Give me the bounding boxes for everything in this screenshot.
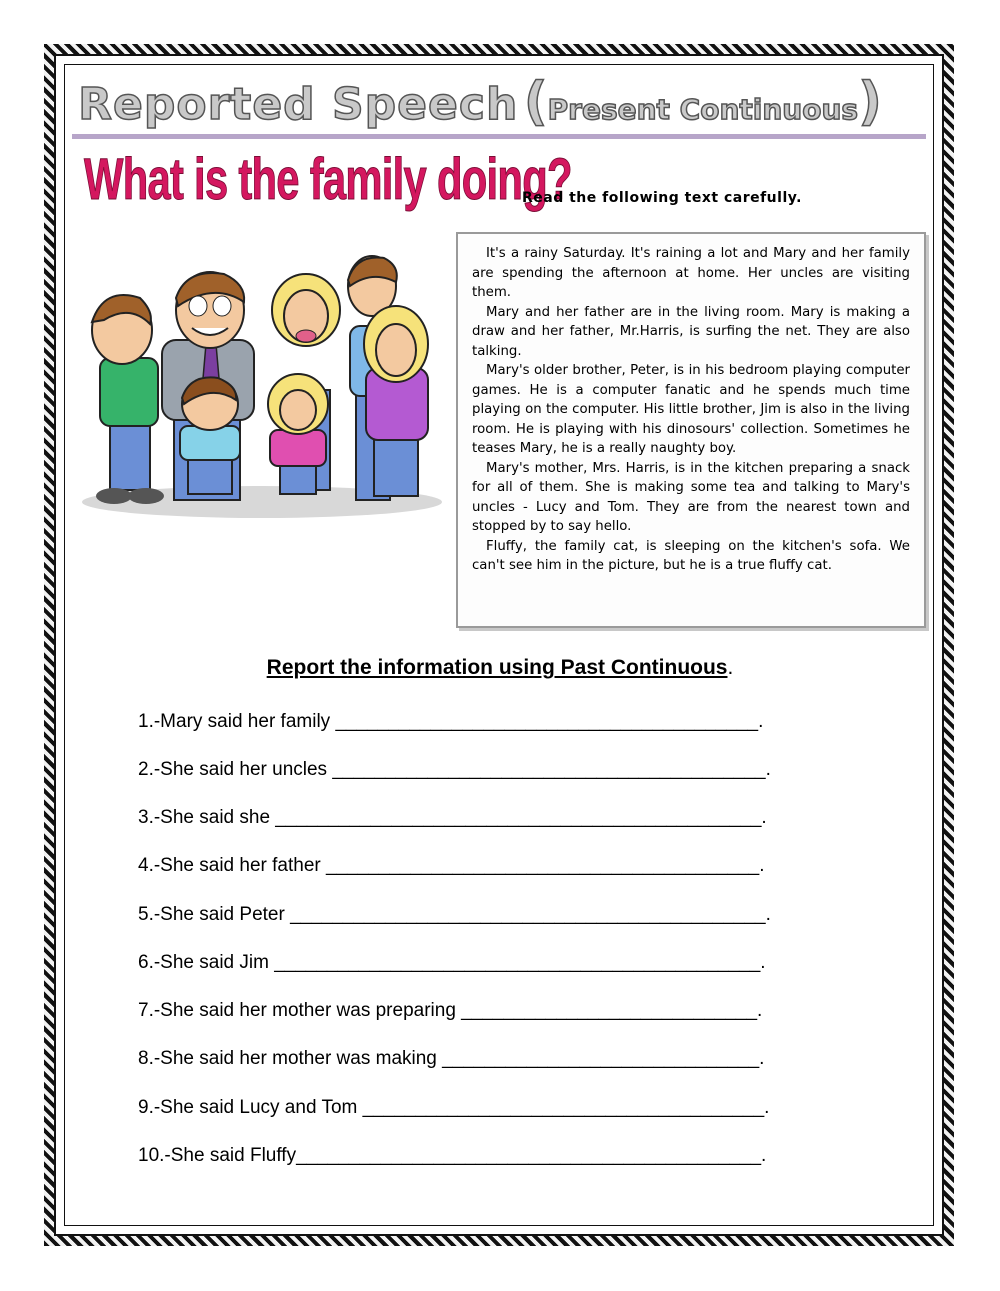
- report-heading: [0, 656, 1000, 680]
- story-textbox: [456, 232, 926, 628]
- story-paragraph: Mary's mother, Mrs. Harris, is in the kitchen preparing a snack for all of them. She is making some tea and talking to Mary's uncles - Lucy and Tom. They are from the nearest town and stopped by to say hello.: [472, 460, 910, 534]
- question-6[interactable]: 6.-She said Jim ______________________________________________.: [138, 952, 766, 973]
- mother-figure: [364, 306, 428, 496]
- title-main: Reported Speech: [78, 79, 519, 130]
- report-heading-text: Report the information using Past Continuous: [266, 656, 728, 679]
- family-heading: What is the family doing?: [84, 147, 572, 212]
- story-paragraph: Fluffy, the family cat, is sleeping on the kitchen's sofa. We can't see him in the picture, but he is a true fluffy cat.: [472, 538, 910, 573]
- question-1[interactable]: 1.-Mary said her family ________________________________________.: [138, 711, 764, 732]
- question-8[interactable]: 8.-She said her mother was making ______________________________.: [138, 1048, 765, 1069]
- read-instruction: Read the following text carefully.: [522, 190, 802, 206]
- boy-figure: [92, 295, 164, 504]
- title-close-paren: ): [858, 72, 882, 132]
- question-10[interactable]: 10.-She said Fluffy____________________________________________.: [138, 1145, 767, 1166]
- title-sub: Present Continuous: [547, 93, 859, 126]
- jim-figure: [180, 377, 240, 494]
- question-9[interactable]: 9.-She said Lucy and Tom ______________________________________.: [138, 1097, 770, 1118]
- story-paragraph: Mary's older brother, Peter, is in his bedroom playing computer games. He is a computer fanatic and he spends much time playing on the computer. His little brother, Jim is also in the living room. He is playing with his dinosours' collection. Sometimes he teases Mary, he is a really naughty boy.: [472, 363, 910, 456]
- question-5[interactable]: 5.-She said Peter _____________________________________________.: [138, 904, 771, 925]
- question-7[interactable]: 7.-She said her mother was preparing ____________________________.: [138, 1000, 763, 1021]
- question-2[interactable]: 2.-She said her uncles _________________________________________.: [138, 759, 771, 780]
- family-illustration: [74, 240, 450, 530]
- title-open-paren: (: [523, 72, 548, 132]
- story-paragraph: It's a rainy Saturday. It's raining a lot and Mary and her family are spending the afternoon at home. Her uncles are visiting them.: [472, 246, 910, 300]
- title-underline: [72, 134, 926, 139]
- worksheet-title: [70, 72, 890, 132]
- question-4[interactable]: 4.-She said her father _________________________________________.: [138, 855, 765, 876]
- question-3[interactable]: 3.-She said she ______________________________________________.: [138, 807, 767, 828]
- story-paragraph: Mary and her father are in the living room. Mary is making a draw and her father, Mr.Harris, is surfing the net. They are also talking.: [472, 304, 910, 359]
- report-heading-period: .: [727, 656, 734, 679]
